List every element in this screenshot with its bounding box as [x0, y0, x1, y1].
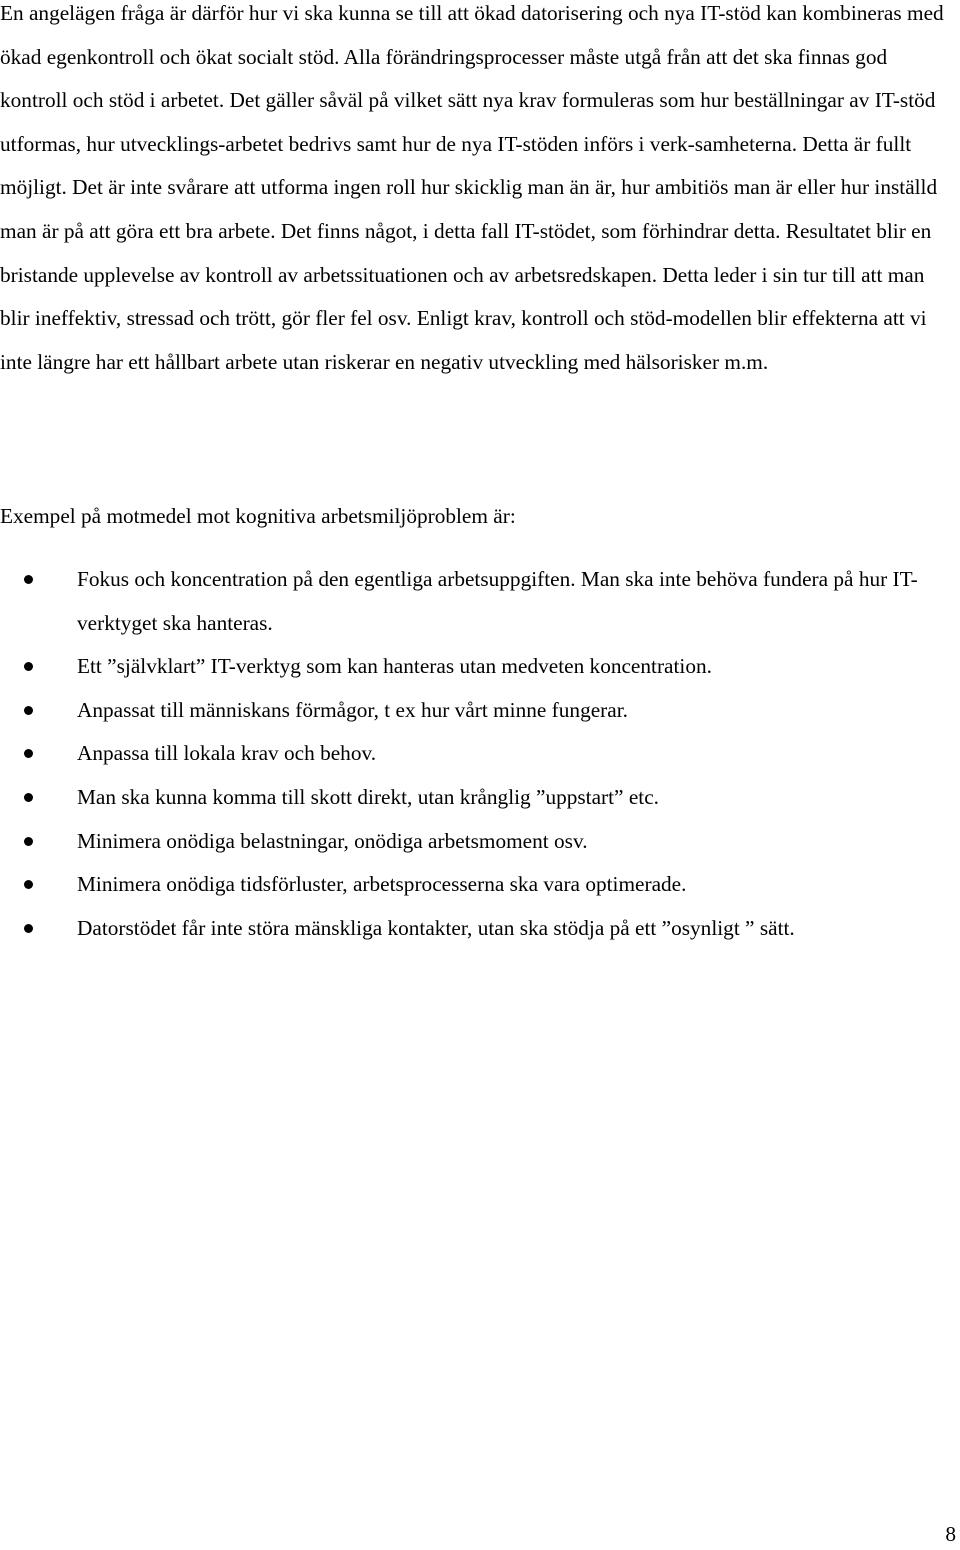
- list-item: [0, 558, 958, 645]
- list-item: [0, 907, 958, 951]
- bullet-icon: [24, 749, 33, 758]
- list-item-text: Anpassa till lokala krav och behov.: [77, 741, 377, 766]
- list-item: [0, 732, 958, 776]
- list-item-text: Man ska kunna komma till skott direkt, utan krånglig ”uppstart” etc.: [77, 784, 659, 809]
- list-heading: Exempel på motmedel mot kognitiva arbetsmiljöproblem är:: [0, 504, 516, 528]
- list-item: [0, 776, 958, 820]
- bullet-icon: [24, 924, 33, 933]
- list-item: [0, 689, 958, 733]
- list-item-text: Minimera onödiga tidsförluster, arbetsprocesserna ska vara optimerade.: [77, 872, 687, 897]
- page-number: 8: [945, 1522, 956, 1546]
- bullet-icon: [24, 706, 33, 715]
- list-item: [0, 645, 958, 689]
- bullet-icon: [24, 837, 33, 846]
- countermeasure-list: [0, 558, 958, 950]
- body-paragraph: En angelägen fråga är därför hur vi ska kunna se till att ökad datorisering och nya IT-stöd kan kombineras med ökad egenkontroll och ökat socialt stöd. Alla förändringsprocesser måste utgå från att det ska finnas god kontroll och stöd i arbetet. Det gäller såväl på vilket sätt nya krav formuleras som hur beställningar av IT-stöd utformas, hur utvecklings-arbetet bedrivs samt hur de nya IT-stöden införs i verk-samheterna. Detta är fullt möjligt. Det är inte svårare att utforma ingen roll hur skicklig man än är, hur ambitiös man är eller hur inställd man är på att göra ett bra arbete. Det finns något, i detta fall IT-stödet, som förhindrar detta. Resultatet blir en bristande upplevelse av kontroll av arbetssituationen och av arbetsredskapen. Detta leder i sin tur till att man blir ineffektiv, stressad och trött, gör fler fel osv. Enligt krav, kontroll och stöd-modellen blir effekterna att vi inte längre har ett hållbart arbete utan riskerar en negativ utveckling med hälsorisker m.m.: [0, 1, 944, 374]
- list-item-text: Minimera onödiga belastningar, onödiga arbetsmoment osv.: [77, 828, 588, 853]
- bullet-icon: [24, 880, 33, 889]
- list-item: [0, 863, 958, 907]
- list-item-text: Fokus och koncentration på den egentliga arbetsuppgiften. Man ska inte behöva fundera på hur IT-verktyget ska hanteras.: [77, 567, 918, 635]
- list-item: [0, 820, 958, 864]
- list-item-text: Datorstödet får inte störa mänskliga kontakter, utan ska stödja på ett ”osynligt ” sätt.: [77, 915, 795, 940]
- list-item-text: Ett ”självklart” IT-verktyg som kan hanteras utan medveten koncentration.: [77, 654, 712, 679]
- list-item-text: Anpassat till människans förmågor, t ex hur vårt minne fungerar.: [77, 697, 628, 722]
- bullet-icon: [24, 793, 33, 802]
- bullet-icon: [24, 662, 33, 671]
- bullet-icon: [24, 575, 33, 584]
